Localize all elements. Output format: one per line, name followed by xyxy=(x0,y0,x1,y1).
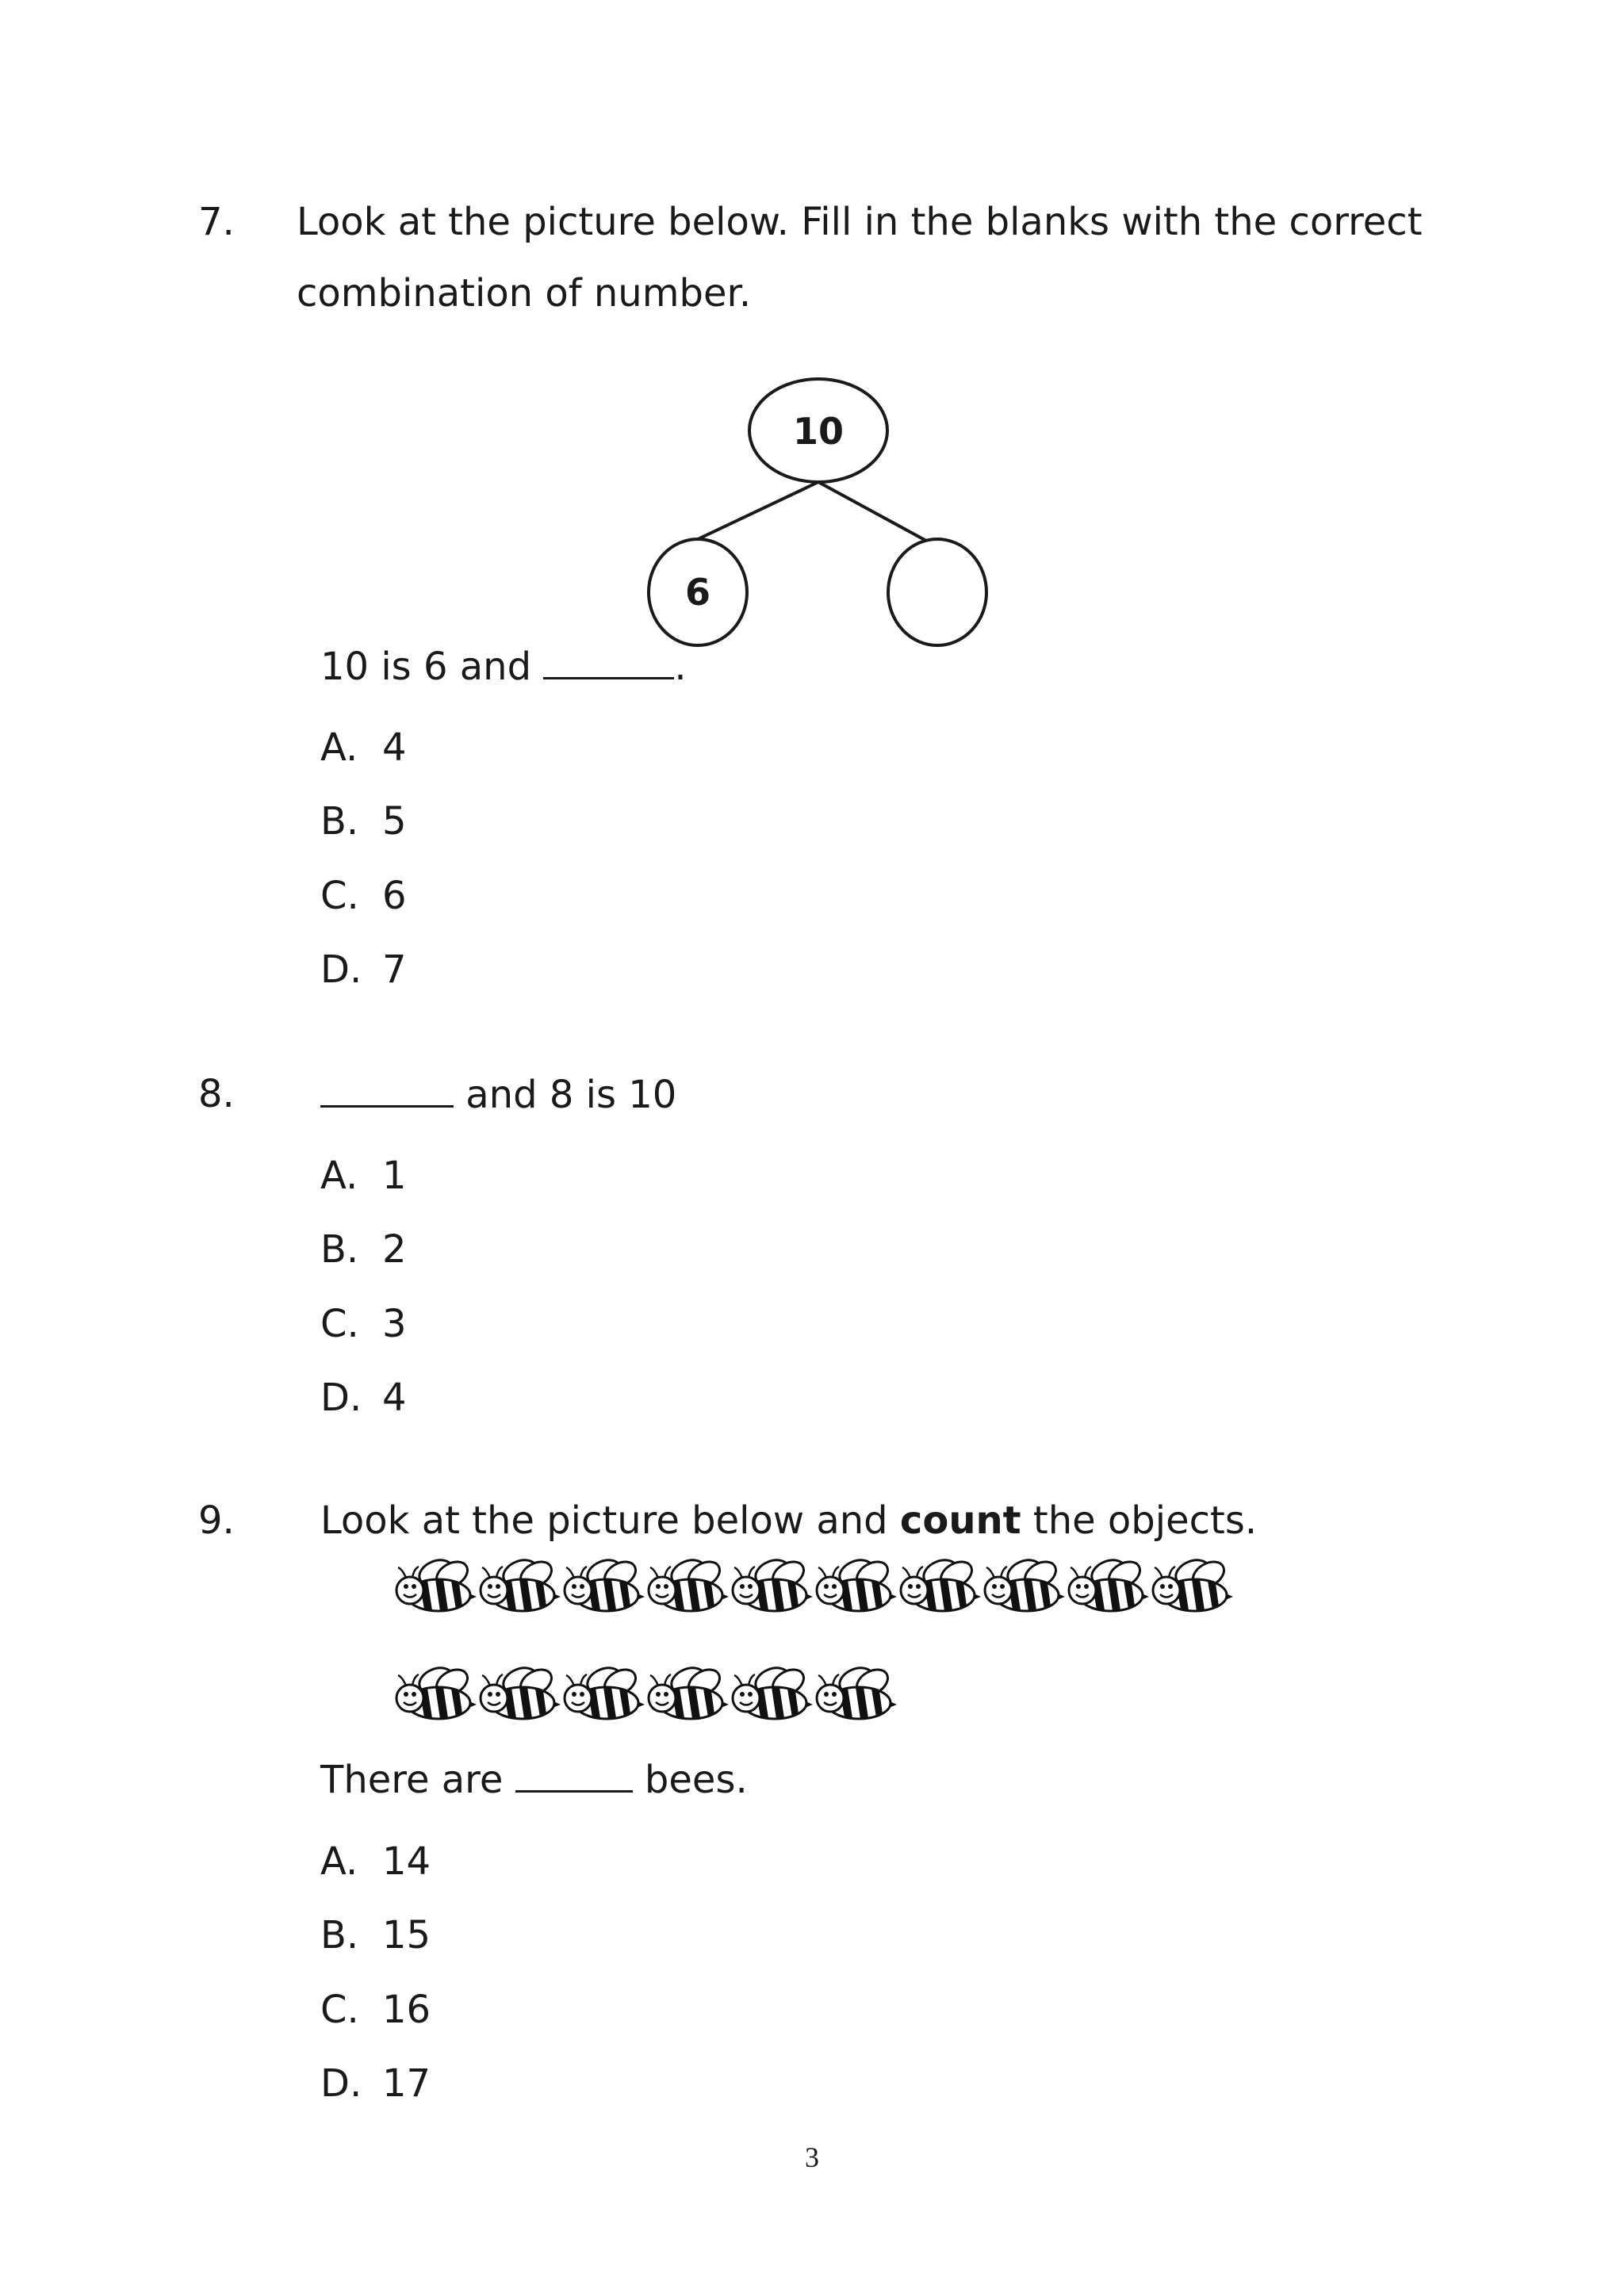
bond-line-left xyxy=(695,482,818,541)
question-7-prompt-line-1: Look at the picture below. Fill in the blanks with the correct xyxy=(297,200,1423,244)
bee-icon xyxy=(817,1663,897,1719)
question-9-stem-after: bees. xyxy=(644,1758,748,1802)
question-9-stem xyxy=(320,1755,748,1804)
question-8-option-c[interactable]: C. 3 xyxy=(320,1302,407,1346)
question-9-option-c[interactable]: C. 16 xyxy=(320,1988,431,2032)
question-8-option-a[interactable]: A. 1 xyxy=(320,1154,407,1198)
bee-icon xyxy=(396,1556,477,1611)
bee-icon xyxy=(565,1663,645,1719)
question-9-prompt xyxy=(320,1497,1257,1544)
question-7-stem xyxy=(320,642,687,691)
bee-icon xyxy=(733,1556,813,1611)
question-7-option-d[interactable]: D. 7 xyxy=(320,947,407,992)
question-8-option-b[interactable]: B. 2 xyxy=(320,1227,407,1272)
bond-part-right-circle xyxy=(888,539,986,645)
question-9-prompt-before: Look at the picture below and xyxy=(320,1498,888,1543)
bee-icon xyxy=(901,1556,981,1611)
bee-row-1 xyxy=(393,1556,1281,1627)
question-9-option-a[interactable]: A. 14 xyxy=(320,1839,431,1884)
question-7-option-a[interactable]: A. 4 xyxy=(320,725,407,770)
question-7-stem-before: 10 is 6 and xyxy=(320,645,532,689)
question-8-number: 8. xyxy=(198,1072,235,1116)
bee-icon xyxy=(1153,1556,1233,1611)
page-number: 3 xyxy=(805,2141,819,2173)
bee-icon xyxy=(565,1556,645,1611)
question-7-stem-after: . xyxy=(674,645,687,689)
question-9-number: 9. xyxy=(198,1498,235,1543)
bee-icon xyxy=(1069,1556,1149,1611)
question-7-option-b[interactable]: B. 5 xyxy=(320,799,407,844)
question-9-option-b[interactable]: B. 15 xyxy=(320,1913,431,1957)
bee-icon xyxy=(985,1556,1065,1611)
question-8-answer-blank[interactable] xyxy=(320,1070,454,1108)
question-8-stem xyxy=(320,1070,676,1119)
bee-icon xyxy=(481,1663,561,1719)
bee-icon xyxy=(733,1663,813,1719)
question-9-option-d[interactable]: D. 17 xyxy=(320,2061,431,2106)
question-9-answer-blank[interactable] xyxy=(515,1755,633,1793)
bee-row-2 xyxy=(393,1663,1281,1735)
question-9-prompt-after: the objects. xyxy=(1032,1498,1258,1543)
bee-icon xyxy=(396,1663,477,1719)
number-bond-diagram xyxy=(619,365,1015,666)
question-7-prompt-line-2: combination of number. xyxy=(297,271,752,316)
bond-part-left-value: 6 xyxy=(684,571,711,614)
bond-line-right xyxy=(818,482,926,541)
question-9-prompt-bold: count xyxy=(899,1498,1021,1543)
question-8-option-d[interactable]: D. 4 xyxy=(320,1376,407,1420)
bond-whole-value: 10 xyxy=(792,410,845,453)
question-7-option-c[interactable]: C. 6 xyxy=(320,874,407,918)
bee-icon xyxy=(649,1556,729,1611)
question-7-number: 7. xyxy=(198,200,235,244)
question-8-stem-after: and 8 is 10 xyxy=(465,1073,677,1117)
bee-icon xyxy=(817,1556,897,1611)
bee-icon xyxy=(481,1556,561,1611)
bee-icon xyxy=(649,1663,729,1719)
question-7-answer-blank[interactable] xyxy=(543,642,674,679)
question-9-stem-before: There are xyxy=(320,1758,504,1802)
